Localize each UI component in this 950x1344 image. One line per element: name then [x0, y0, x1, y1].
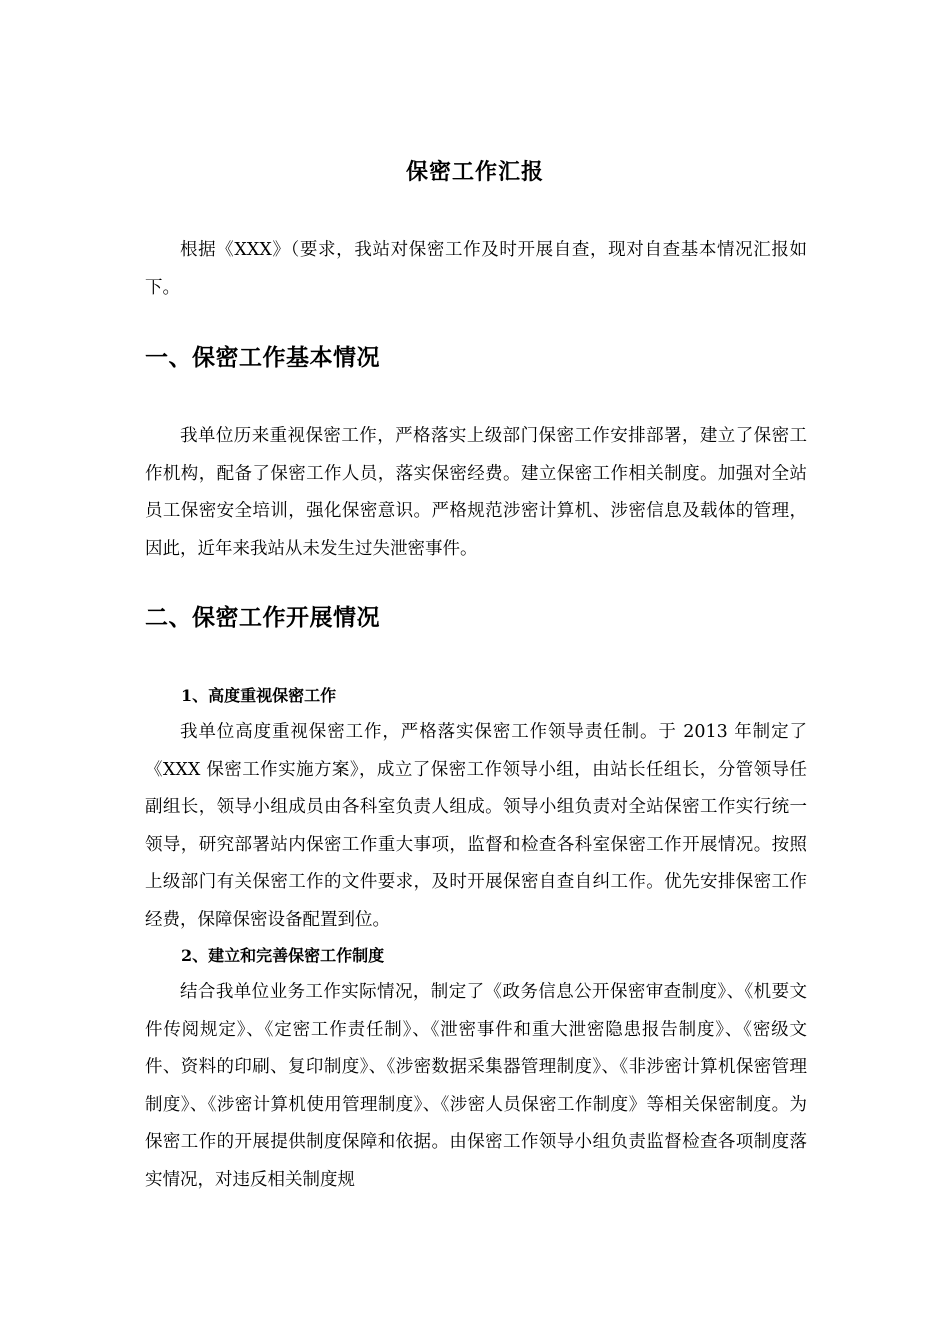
section1-heading: 一、保密工作基本情况 — [145, 344, 380, 371]
section2-heading: 二、保密工作开展情况 — [145, 604, 380, 631]
section1-paragraph: 我单位历来重视保密工作，严格落实上级部门保密工作安排部署，建立了保密工作机构，配备了保密工作人员，落实保密经费。建立保密工作相关制度。加强对全站员工保密安全培训，强化保密意识。严格规范涉密计算机、涉密信息及载体的管理，因此，近年来我站从未发生过失泄密事件。 — [145, 426, 807, 559]
document-title: 保密工作汇报 — [405, 159, 544, 185]
subsection2-paragraph: 结合我单位业务工作实际情况，制定了《政务信息公开保密审查制度》、《机要文件传阅规定》、《定密工作责任制》、《泄密事件和重大泄密隐患报告制度》、《密级文件、资料的印刷、复印制度》、《涉密数据采集器管理制度》、《非涉密计算机保密管理制度》、《涉密计算机使用管理制度》、《涉密人员保密工作制度》等相关保密制度。为保密工作的开展提供制度保障和依据。由保密工作领导小组负责监督检查各项制度落实情况，对违反相关制度规 — [145, 982, 807, 1190]
subsection2-heading: 2、建立和完善保密工作制度 — [181, 946, 385, 965]
subsection1-paragraph: 我单位高度重视保密工作，严格落实保密工作领导责任制。于 2013 年制定了《XXX 保密工作实施方案》，成立了保密工作领导小组，由站长任组长，分管领导任副组长，领导小组成员由各科室负责人组成。领导小组负责对全站保密工作实行统一领导，研究部署站内保密工作重大事项，监督和检查各科室保密工作开展情况。按照上级部门有关保密工作的文件要求，及时开展保密自查自纠工作。优先安排保密工作经费，保障保密设备配置到位。 — [145, 722, 807, 930]
intro-paragraph: 根据《XXX》（要求，我站对保密工作及时开展自查，现对自查基本情况汇报如下。 — [145, 240, 807, 298]
subsection1-heading: 1、高度重视保密工作 — [181, 686, 337, 705]
